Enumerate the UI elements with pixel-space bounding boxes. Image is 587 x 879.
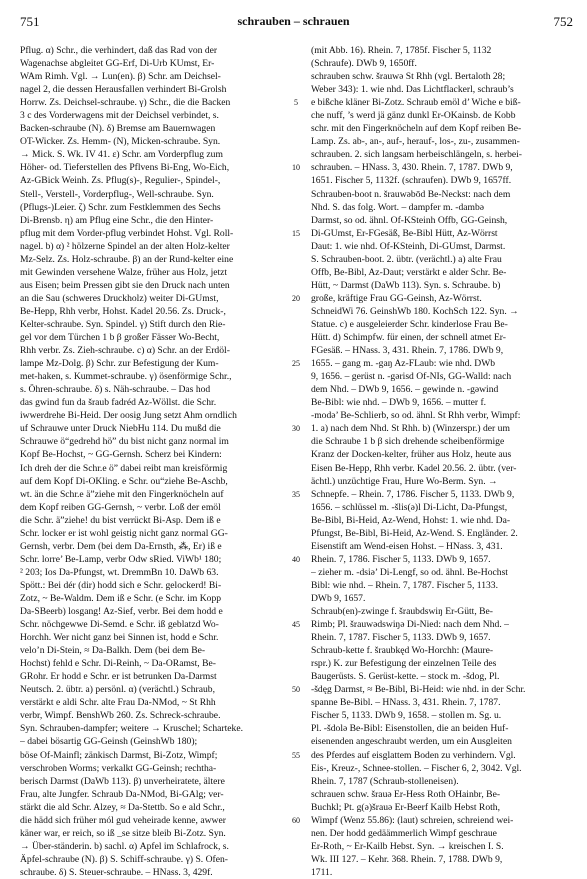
text-line: aus Eisen; beim Pressen gibt sie den Druck nach unten bbox=[20, 279, 230, 291]
line-number: 20 bbox=[292, 293, 300, 303]
text-line: uf Schrauwe unter Druck NiebHu 114. Du mußd die bbox=[20, 423, 221, 435]
text-line: iwwerdrehe Bi-Heid. Der oosig Jung setzt Ahm orndlich bbox=[20, 410, 237, 422]
text-line: Kelter-schraube. Syn. Spindel. γ) Stift durch den Rie- bbox=[20, 318, 226, 330]
text-line: Schrauben-boot n. šrauwəbōd Be-Neckst: nach dem bbox=[311, 188, 511, 200]
text-line: Rimb; Pl. šrauwədswiŋə Di-Nied: nach dem Nhd. – bbox=[311, 619, 509, 631]
text-line: 1. a) nach dem Nhd. St Rhh. b) (Winzerspr.) der um bbox=[311, 423, 510, 435]
text-line: Neutsch. 2. übtr. a) persönl. α) (verächtl.) Schraub, bbox=[20, 684, 215, 696]
text-line: schraube. δ) S. Steuer-schraube. – HNass. 3, 429f. bbox=[20, 866, 213, 878]
text-line: Rhein. 7, 1787 (Schraub-stolleneisen). bbox=[311, 775, 459, 787]
text-line: Be-Hepp, Rhh verbr, Hohst. Kadel 20.56. Zs. Druck-, bbox=[20, 305, 226, 317]
text-line: Nhd. S. das folg. Wort. – dampfer m. -dambə bbox=[311, 201, 485, 213]
text-line: Kranz der Docken-kelter, früher aus Holz, heute aus bbox=[311, 449, 512, 461]
text-line: Baugerüsts. S. Gerüst-kette. – stock m. -šdog, Pl. bbox=[311, 671, 500, 683]
text-line: s. Öhren-schraube. δ) s. Näh-schraube. – Das hod bbox=[20, 384, 211, 396]
text-line: Bibl: wie nhd. – Rhein. 7, 1787. Fischer 5, 1133. bbox=[311, 579, 498, 591]
text-line: die Schr. ä”ziehe! du bist verrückt Bi-Asp. Dem iß e bbox=[20, 514, 221, 526]
text-line: GRohr. Er hodd e Schr. er ist betrunken Da-Darmst bbox=[20, 671, 217, 683]
text-line: Pl. -šdolə Be-Bibl: Eisenstollen, die an beiden Huf- bbox=[311, 723, 509, 735]
line-number: 45 bbox=[292, 620, 300, 630]
line-number: 15 bbox=[292, 228, 300, 238]
text-line: – zieher m. -dsiə’ Di-Lengf, so od. ähnl. Be-Hochst bbox=[311, 566, 508, 578]
text-line: Backen-schraube (N). δ) Bremse am Bauernwagen bbox=[20, 123, 216, 135]
text-line: Hütt. d) Schimpfw. für einen, der schnell atmet Er- bbox=[311, 332, 506, 344]
text-line: Schr. lorre’ Be-Lamp, verbr Odw sRied. ViWb¹ 180; bbox=[20, 553, 222, 565]
text-line: Eisen Be-Hepp, Rhh verbr. Kadel 20.56. 2. übtr. (ver- bbox=[311, 462, 517, 474]
text-line: Schrauwe ö“gedrehd hö” du bist nicht ganz normal im bbox=[20, 436, 229, 448]
text-line: Rhein. 7, 1786. Fischer 5, 1133. DWb 9, 1657. bbox=[311, 553, 491, 565]
text-line: Stell-, Verstell-, Vorderpflug-, Well-schraube. Syn. bbox=[20, 188, 214, 200]
text-line: Da-SBeerb) losgang! Az-Sief, verbr. Bei dem hodd e bbox=[20, 606, 223, 618]
page-header bbox=[0, 14, 587, 32]
text-line: 1656. – schlüssel m. -šlis(ə)l Di-Licht, Da-Pfungst, bbox=[311, 501, 508, 513]
text-line: berisch Darmst (DaWb 113). β) unverheiratete, ältere bbox=[20, 775, 225, 787]
text-line: Er-Roth, ~ Er-Kailb Hebst. Syn. → kreischen I. S. bbox=[311, 840, 504, 852]
text-line: OT-Wicker. Zs. Hemm- (N), Micken-schraube. Syn. bbox=[20, 136, 221, 148]
text-line: – dabei bösartig GG-Geinsh (GeinshWb 180); bbox=[20, 736, 198, 748]
text-line: Hochst) fehld e Schr. Di-Reinh, ~ Da-ORamst, Be- bbox=[20, 658, 216, 670]
text-line: Schraub-kette f. šraubkęd Wo-Horchh: (Maure- bbox=[311, 645, 494, 657]
text-line: spanne Be-Bibl. – HNass. 3, 431. Rhein. 7, 1787. bbox=[311, 697, 501, 709]
text-line: Zotz, ~ Be-Waldm. Dem iß e Schr. (e Schr. im Kopp bbox=[20, 592, 222, 604]
text-line: schrauben. 2. sich langsam herbeischlängeln, s. herbei- bbox=[311, 149, 522, 161]
text-line: große, kräftige Frau GG-Geinsh, Az-Wörrst. bbox=[311, 292, 482, 304]
text-line: nagel 2, die dessen Herausfallen verhindert Bi-Grolsh bbox=[20, 84, 227, 96]
text-line: eisenenden angeschraubt werden, um ein Ausgleiten bbox=[311, 736, 512, 748]
text-line: Frau, alte Jungfer. Schraub Da-NMod, Bi-GAlg; ver- bbox=[20, 788, 224, 800]
page-number-left: 751 bbox=[20, 14, 40, 29]
text-line: verschroben Worms; verkalkt GG-Geinsh; rechtha- bbox=[20, 762, 217, 774]
text-line: → Mick. S. Wk. IV 41. ε) Schr. am Vorderpflug zum bbox=[20, 149, 223, 161]
text-line: Darmst, so od. ähnl. Of-KSteinh Offb, GG-Geinsh, bbox=[311, 214, 508, 226]
line-number: 60 bbox=[292, 815, 300, 825]
text-line: Ich dreh der die Schr.e ö” dabei reibt man kreisförmig bbox=[20, 462, 228, 474]
text-line: Horrw. Zs. Deichsel-schraube. γ) Schr., die die Backen bbox=[20, 97, 231, 109]
text-line: Schr. locker er ist wohl geistig nicht ganz normal GG- bbox=[20, 527, 228, 539]
text-line: mit Gewinden versehene Walze, früher aus Holz, jetzt bbox=[20, 266, 228, 278]
text-line: die Schraube 1 b β sich drehende scheibenförmige bbox=[311, 436, 505, 448]
text-line: Schraub(en)-zwinge f. šraubdswiŋ Er-Gütt, Be- bbox=[311, 606, 493, 618]
text-line: SchneidWi 76. GeinshWb 180. KochSch 122. Syn. → bbox=[311, 305, 519, 317]
text-line: Mz-Selz. Zs. Holz-schraube. β) an der Rund-kelter eine bbox=[20, 253, 234, 265]
text-line: Daut: 1. wie nhd. Of-KSteinh, Di-GUmst, Darmst. bbox=[311, 240, 506, 252]
text-line: Weber 343): 1. wie nhd. Das Lichtflackerl, schraub’s bbox=[311, 84, 514, 96]
text-line: Wk. III 127. – Kehr. 368. Rhein. 7, 1788. DWb 9, bbox=[311, 853, 503, 865]
text-line: 1651. Fischer 5, 1132f. (schraufen). DWb 9, 1657ff. bbox=[311, 175, 512, 187]
text-line: Syn. Schrauben-dampfer; weitere → Kruschel; Scharteke. bbox=[20, 723, 243, 735]
text-line: FGesäß. – HNass. 3, 431. Rhein. 7, 1786. DWb 9, bbox=[311, 345, 504, 357]
text-line: Rhein. 7, 1787. Fischer 5, 1133. DWb 9, 1657. bbox=[311, 632, 491, 644]
text-line: Wimpf (Wenz 55.86): (laut) schreien, schreiend wei- bbox=[311, 814, 514, 826]
text-line: Be-Bibl, Bi-Heid, Az-Wend, Hohst: 1. wie nhd. Da- bbox=[311, 514, 511, 526]
text-line: das gwind fun da šraub fadréd Az-Wöllst. die Schr. bbox=[20, 397, 217, 409]
text-line: WAm Rimh. Vgl. → Lun(en). β) Schr. am Deichsel- bbox=[20, 71, 221, 83]
text-line: käner war, er reich, so iß _se sitze bleib Bi-Zotz. Syn. bbox=[20, 827, 226, 839]
text-line: Wagenachse abgleitet GG-Erf, Di-Urb KUmst, Er- bbox=[20, 58, 215, 70]
text-line: schrauben. – HNass. 3, 430. Rhein. 7, 1787. DWb 9, bbox=[311, 162, 513, 174]
text-line: Schnepfe. – Rhein. 7, 1786. Fischer 5, 1133. DWb 9, bbox=[311, 488, 515, 500]
text-line: 1655. – gang m. -gaŋ Az-FLaub: wie nhd. DWb bbox=[311, 358, 496, 370]
text-line: stärkt die ald Schr. Alzey, ≈ Da-Stettb. So e ald Schr., bbox=[20, 801, 225, 813]
text-line: Horchh. Wer nicht ganz bei Sinnen ist, hodd e Schr. bbox=[20, 632, 219, 644]
text-line: Eisenstift am Wend-eisen Hohst. – HNass. 3, 431. bbox=[311, 540, 503, 552]
line-number: 25 bbox=[292, 359, 300, 369]
text-line: des Pferdes auf eisglattem Boden zu verhindern. Vgl. bbox=[311, 749, 516, 761]
text-line: met-haken, s. Kummet-schraube. γ) ösenförmige Schr., bbox=[20, 371, 232, 383]
line-number: 35 bbox=[292, 489, 300, 499]
text-line: Pflug. α) Schr., die verhindert, daß das Rad von der bbox=[20, 45, 218, 56]
text-line: Di-GUmst, Er-FGesäß, Be-Bibl Hütt, Az-Wörrst bbox=[311, 227, 498, 239]
text-line: Gernsh, verbr. Dem (bei dem Da-Ernsth, ⁂, Er) iß e bbox=[20, 540, 222, 552]
running-title: schrauben – schrauen bbox=[237, 14, 350, 28]
text-line: schr. mit den Fingerknöcheln auf dem Kopf reiben Be- bbox=[311, 123, 522, 135]
text-line: pflug mit dem Vorder-pflug verbindet Hohst. Vgl. Roll- bbox=[20, 227, 234, 239]
text-line: lampe Mz-Dolg. β) Schr. zur Befestigung der Kum- bbox=[20, 358, 219, 370]
text-line: Kopf Be-Hochst, ~ GG-Gernsh. Scherz bei Kindern: bbox=[20, 449, 222, 461]
text-line: auf dem Kopf Di-OKling. e Schr. ou“ziehe Be-Aschb, bbox=[20, 475, 228, 487]
text-line: Pfungst, Be-Bibl, Bi-Heid, Az-Wend. S. Engländer. 2. bbox=[311, 527, 518, 539]
text-line: Lamp. Zs. ab-, an-, auf-, herauf-, los-, zu-, zusammen- bbox=[311, 136, 520, 148]
text-line: verbr, Wimpf. BenshWb 260. Zs. Schreck-schraube. bbox=[20, 710, 221, 722]
right-column bbox=[311, 44, 573, 879]
text-line: ² 203; Ios Da-Pfungst, wt. DremmBn 10. DaWb 63. bbox=[20, 566, 219, 578]
text-line: Rhh verbr. Zs. Zieh-schraube. c) α) Schr. an der Erdöl- bbox=[20, 345, 230, 357]
text-line: dem Nhd. – DWb 9, 1656. – gewinde n. -gəwind bbox=[311, 384, 499, 396]
text-line: böse Of-Mainfl; zänkisch Darmst, Bi-Zotz, Wimpf; bbox=[20, 749, 218, 761]
page-number-right: 752 bbox=[553, 14, 573, 29]
text-line: wt. än die Schr.e ä”ziehe mit den Fingerknöcheln auf bbox=[20, 488, 224, 500]
line-number: 55 bbox=[292, 750, 300, 760]
line-number: 10 bbox=[292, 163, 300, 173]
text-line: DWb 9, 1657. bbox=[311, 592, 366, 604]
text-line: Fischer 5, 1133. DWb 9, 1658. – stollen m. Sg. u. bbox=[311, 710, 502, 722]
line-number: 5 bbox=[294, 98, 298, 108]
text-line: schrauen schw. šrauə Er-Hess Roth OHainbr, Be- bbox=[311, 788, 501, 800]
text-line: dem Kopf reiben GG-Gernsh, ~ verbr. Loß der emöl bbox=[20, 501, 221, 513]
text-line: Äpfel-schraube (N). β) S. Schiff-schraube. γ) S. Ofen- bbox=[20, 853, 228, 865]
text-line: rspr.) K. zur Befestigung der einzelnen Teile des bbox=[311, 658, 497, 670]
text-line: nagel. b) α) ² hölzerne Spindel an der alten Holz-kelter bbox=[20, 240, 230, 252]
text-line: Di-Brensb. η) am Pflug eine Schr., die den Hinter- bbox=[20, 214, 214, 226]
text-line: Be-Bibl: wie nhd. – DWb 9, 1656. – mutter f. bbox=[311, 397, 487, 409]
text-line: 9, 1656. – gerüst n. -gərisd Of-NIs, GG-Walld: nach bbox=[311, 371, 512, 383]
text-line: e bißche kläner Bi-Zotz. Schraub emöl d’ Wiche e biß- bbox=[311, 97, 521, 109]
text-line: S. Schrauben-boot. 2. übtr. (verächtl.) a) alte Frau bbox=[311, 253, 502, 265]
text-line: velo’n Di-Stein, ≈ Da-Balkh. Dem (bei dem Be- bbox=[20, 645, 206, 657]
text-line: die hädd sich früher mól gud veheirade kenne, awwer bbox=[20, 814, 226, 826]
text-line: Hütt, ~ Darmst (DaWb 113). Syn. s. Schraube. b) bbox=[311, 279, 501, 291]
line-number: 30 bbox=[292, 424, 300, 434]
text-line: -šdęg Darmst, ≈ Be-Bibl, Bi-Heid: wie nhd. in der Schr. bbox=[311, 684, 526, 696]
text-line: Spött.: Bei dér (dir) hodd sich e Schr. gelockerd! Bi- bbox=[20, 579, 222, 591]
text-line: ächtl.) unzüchtige Frau, Hure Wo-Berm. Syn. → bbox=[311, 475, 498, 487]
text-line: Az-GBick Weinh. Zs. Pflug(s)-, Regulier-, Spindel-, bbox=[20, 175, 221, 187]
text-line: an die Sau (schweres Druckholz) weiter Di-GUmst, bbox=[20, 292, 219, 304]
text-line: → Über-ständerin. b) sachl. α) Apfel im Schlafrock, s. bbox=[20, 840, 229, 852]
text-line: Höher- od. Tieferstellen des Pflvens Bi-Eng, Wo-Eich, bbox=[20, 162, 230, 174]
text-line: Offb, Be-Bibl, Az-Daut; verstärkt e alder Schr. Be- bbox=[311, 266, 507, 278]
text-line: 3 c des Vorderwagens mit der Deichsel verbindet, s. bbox=[20, 110, 219, 122]
text-line: gel vor dem Türchen 1 b β großer Fässer Wo-Becht, bbox=[20, 332, 220, 344]
text-line: nen. Der hodd gedäämmerlich Wimpf geschraue bbox=[311, 827, 497, 839]
text-line: (Schraufe). DWb 9, 1650ff. bbox=[311, 58, 417, 70]
text-line: -modə’ Be-Schlierb, so od. ähnl. St Rhh verbr, Wimpf: bbox=[311, 410, 521, 422]
text-line: Eis-, Kreuz-, Schnee-stollen. – Fischer 6, 2, 3042. Vgl. bbox=[311, 762, 522, 774]
text-line: Schr. nöchgewwe Di-Semd. e Schr. iß geblatzd Wo- bbox=[20, 619, 219, 631]
text-line: Buchkl; Pt. g(ə)šrauə Er-Beerf Kailb Hebst Roth, bbox=[311, 801, 500, 813]
text-line: 1711. bbox=[311, 866, 333, 878]
line-number: 50 bbox=[292, 685, 300, 695]
text-line: Statue. c) e ausgeleierder Schr. kinderlose Frau Be- bbox=[311, 318, 508, 330]
text-line: che nuff, ’s werd jä gänz dunkl Er-OKainsb. de Kobb bbox=[311, 110, 516, 122]
text-line: (Pflugs-)Leier. ζ) Schr. zum Festklemmen des Sechs bbox=[20, 201, 221, 213]
text-line: (mit Abb. 16). Rhein. 7, 1785f. Fischer 5, 1132 bbox=[311, 45, 492, 56]
text-line: schrauben schw. šrauwə St Rhh (vgl. Bertaloth 28; bbox=[311, 71, 506, 83]
left-column bbox=[20, 44, 282, 879]
line-number: 40 bbox=[292, 554, 300, 564]
text-line: verstärkt e aldi Schr. alte Frau Da-NMod, ~ St Rhh bbox=[20, 697, 216, 709]
